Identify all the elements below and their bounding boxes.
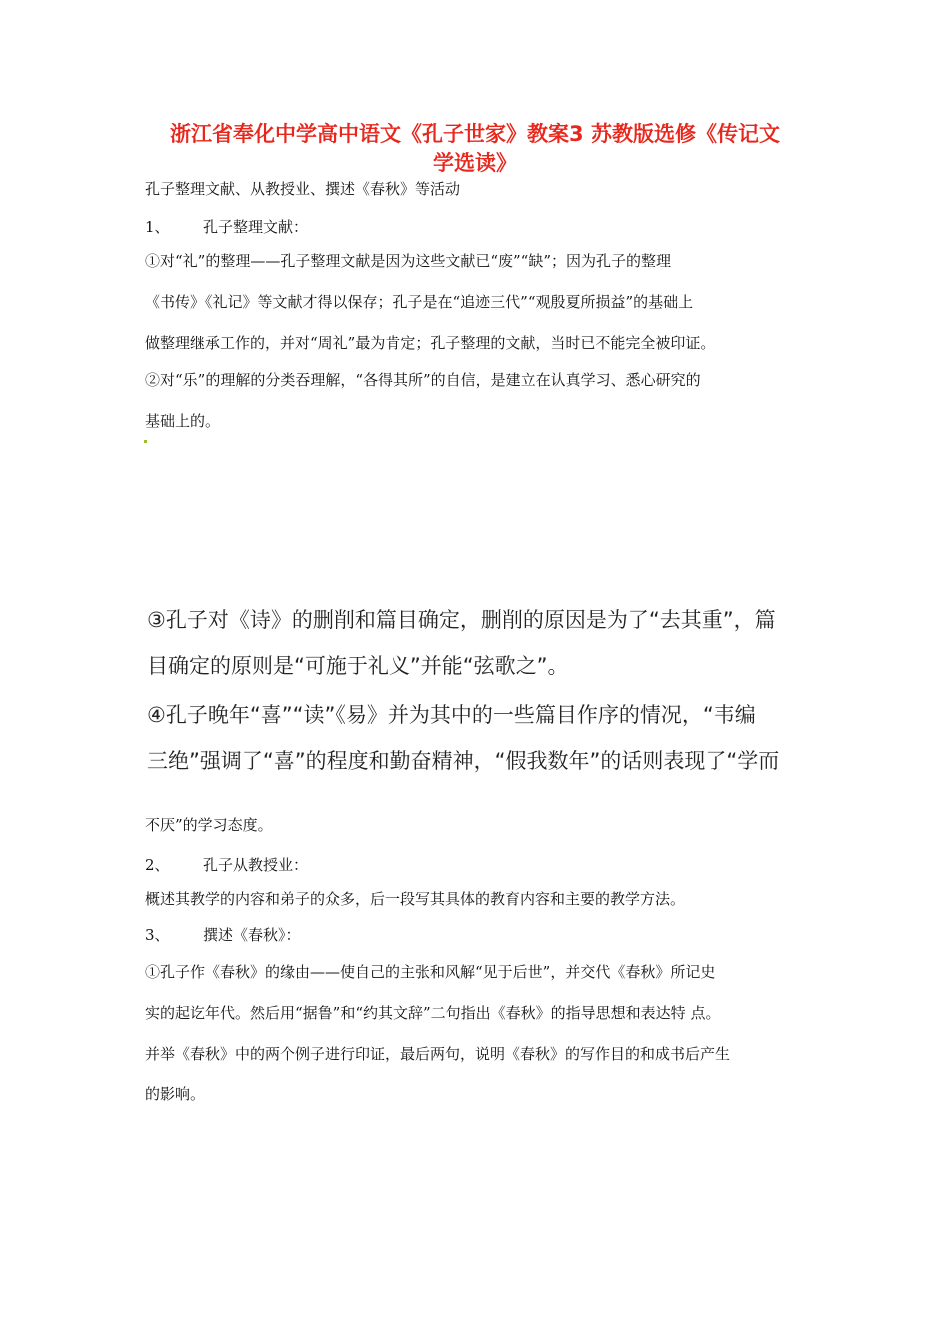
section-2-heading: [145, 854, 308, 875]
paragraph-line: ②对“乐”的理解的分类吞理解，“各得其所”的自信，是建立在认真学习、悉心研究的: [145, 371, 701, 389]
section-title: 孔子从教授业：: [203, 856, 309, 874]
section-title: 孔子整理文献：: [203, 218, 309, 236]
section-1-heading: [145, 216, 308, 237]
paragraph-line: 并举《春秋》中的两个例子进行印证，最后两句，说明《春秋》的写作目的和成书后产生: [145, 1045, 731, 1063]
paragraph-line: 基础上的。: [145, 412, 221, 430]
paragraph-line: 《书传》《礼记》等文献才得以保存；孔子是在“追迹三代”“观殷夏所损益”的基础上: [145, 293, 694, 311]
scanned-text-line: 三绝”强调了“喜”的程度和勤奋精神，“假我数年”的话则表现了“学而: [147, 749, 780, 773]
marker-dot: [144, 440, 147, 443]
paragraph-line: ①对“礼”的整理——孔子整理文献是因为这些文献已“废”“缺”；因为孔子的整理: [145, 252, 672, 270]
section-number: 3、: [145, 926, 170, 944]
document-title: [145, 120, 805, 178]
scanned-text-line: ④孔子晚年“喜”“读”《易》并为其中的一些篇目作序的情况，“韦编: [147, 703, 756, 727]
section-3-heading: [145, 924, 301, 945]
title-line-1: 浙江省奉化中学高中语文《孔子世家》教案3 苏教版选修《传记文: [170, 122, 780, 146]
paragraph-line: ①孔子作《春秋》的缘由——使自己的主张和风解“见于后世”，并交代《春秋》所记史: [145, 963, 716, 981]
section-number: 1、: [145, 218, 170, 236]
paragraph-line: 不厌”的学习态度。: [145, 816, 273, 834]
title-line-2: 学选读》: [433, 151, 517, 175]
paragraph-line: 的影响。: [145, 1085, 206, 1103]
intro-line: 孔子整理文献、从教授业、撰述《春秋》等活动: [145, 180, 461, 198]
paragraph-line: 概述其教学的内容和弟子的众多，后一段写其具体的教育内容和主要的教学方法。: [145, 890, 686, 908]
section-title: 撰述《春秋》：: [203, 926, 301, 944]
paragraph-line: 做整理继承工作的，并对“周礼”最为肯定；孔子整理的文献，当时已不能完全被印证。: [145, 334, 716, 352]
paragraph-line: 实的起讫年代。然后用“据鲁”和“约其文辞”二句指出《春秋》的指导思想和表达特 点。: [145, 1004, 721, 1022]
scanned-text-line: 目确定的原则是“可施于礼义”并能“弦歌之”。: [147, 654, 569, 678]
section-number: 2、: [145, 856, 170, 874]
scanned-text-line: ③孔子对《诗》的删削和篇目确定，删削的原因是为了“去其重”，篇: [147, 608, 776, 632]
